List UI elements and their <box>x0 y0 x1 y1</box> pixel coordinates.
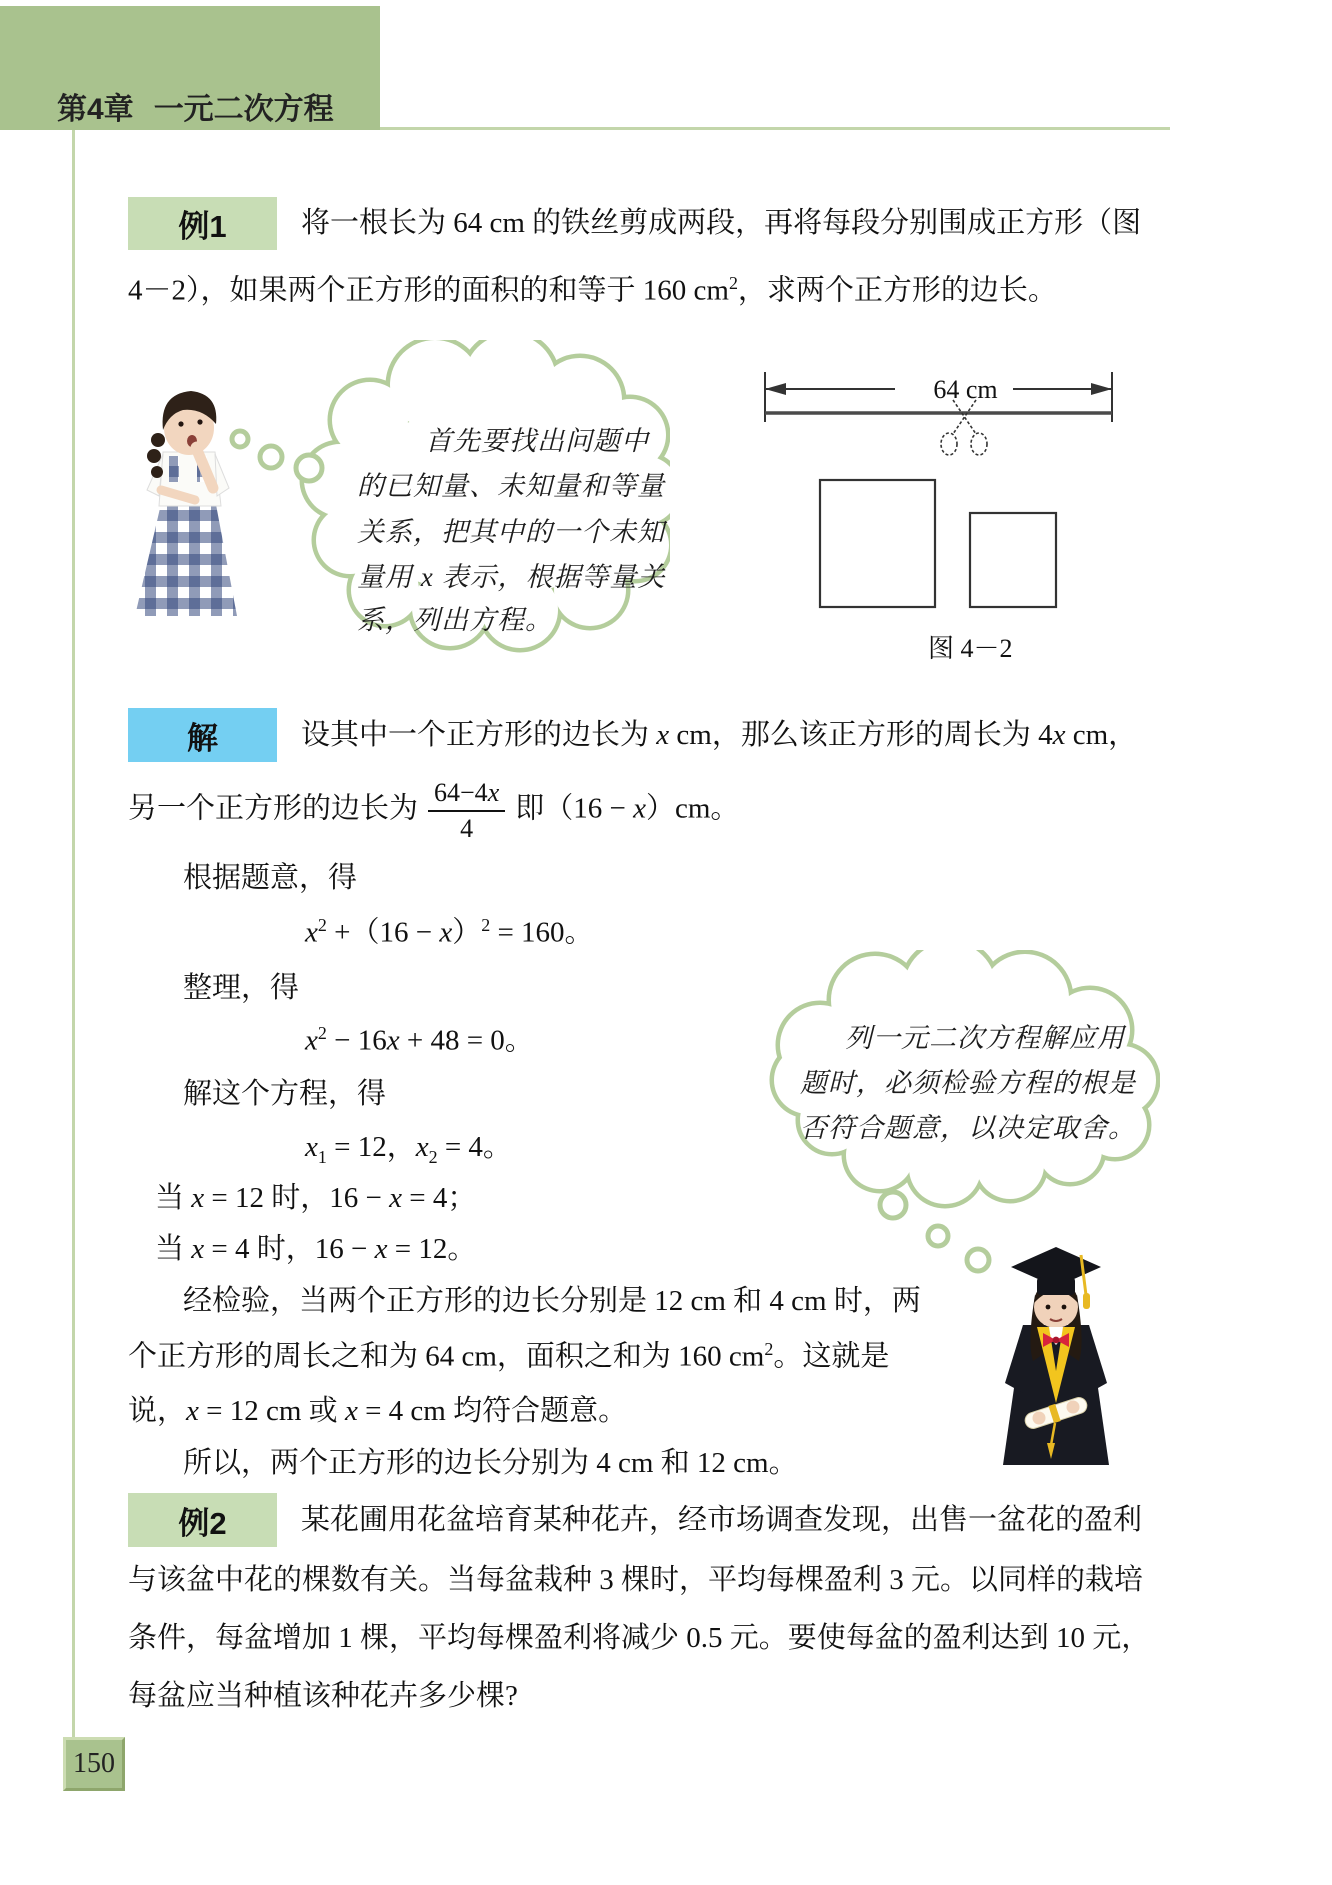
square-large <box>820 480 935 607</box>
figure-4-2 <box>750 360 1132 660</box>
figure-dimension-label: 64 cm <box>933 375 998 404</box>
solution-line: 经检验，当两个正方形的边长分别是 12 cm 和 4 cm 时，两 <box>183 1285 921 1317</box>
solution-line: 根据题意，得 <box>183 862 358 894</box>
example2-text-line3: 条件，每盆增加 1 棵，平均每棵盈利将减少 0.5 元。要使每盆的盈利达到 10 元， <box>128 1622 1151 1654</box>
chapter-header-title <box>57 84 334 128</box>
chapter-title: 一元二次方程 <box>153 93 334 126</box>
example2-text-line1: 某花圃用花盆培育某种花卉，经市场调查发现，出售一盆花的盈利 <box>301 1504 1143 1536</box>
example2-text-line4: 每盆应当种植该种花卉多少棵? <box>128 1680 518 1712</box>
bubble1-line: 的已知量、未知量和等量 <box>357 471 665 501</box>
solution-equation: $x_1 = 12$，$x_2 = 4$。 <box>305 1131 512 1167</box>
graduate-girl-photo <box>993 1233 1119 1469</box>
page-number: 150 <box>63 1737 125 1791</box>
square-small <box>970 513 1056 607</box>
bubble1-line: 系，列出方程。 <box>357 605 553 635</box>
solution-line: 另一个正方形的边长为 $\frac{64-4x}{4}$ 即（16 − x）cm。 <box>128 778 740 843</box>
bubble1-line: 关系，把其中的一个未知 <box>357 517 665 547</box>
figure-caption: 图 4－2 <box>928 634 1013 663</box>
solution-label: 解 <box>128 708 277 762</box>
solution-line: 所以，两个正方形的边长分别为 4 cm 和 12 cm。 <box>183 1447 798 1479</box>
arrowhead-left <box>765 383 786 395</box>
solution-line: 当 x = 4 时，16 − x = 12。 <box>155 1233 477 1265</box>
example1-label: 例1 <box>128 197 277 250</box>
arrowhead-right <box>1091 383 1112 395</box>
solution-line: 解这个方程，得 <box>183 1078 387 1110</box>
bubble2-line: 列一元二次方程解应用 <box>845 1023 1125 1053</box>
bubble1-line: 量用 x 表示，根据等量关 <box>357 562 666 592</box>
chapter-number: 第4章 <box>57 93 134 126</box>
solution-line: 说，x = 12 cm 或 x = 4 cm 均符合题意。 <box>128 1395 628 1427</box>
solution-line: 设其中一个正方形的边长为 x cm，那么该正方形的周长为 4x cm， <box>301 719 1138 751</box>
margin-rule <box>72 130 75 1737</box>
bubble2-line: 否符合题意，以决定取舍。 <box>800 1113 1136 1143</box>
example2-text-line2: 与该盆中花的棵数有关。当每盆栽种 3 棵时，平均每棵盈利 3 元。以同样的栽培 <box>128 1564 1144 1596</box>
bubble1-line: 首先要找出问题中 <box>425 426 649 456</box>
scissors-icon <box>941 400 987 455</box>
bubble2-line: 题时，必须检验方程的根是 <box>800 1068 1136 1098</box>
example2-label: 例2 <box>128 1493 277 1547</box>
solution-equation: $x^2 - 16x + 48 = 0$。 <box>305 1023 534 1057</box>
example1-text-line1: 将一根长为 64 cm 的铁丝剪成两段，再将每段分别围成正方形（图 <box>301 207 1142 239</box>
solution-line: 个正方形的周长之和为 64 cm，面积之和为 160 $cm^2$。这就是 <box>128 1339 890 1373</box>
solution-line: 当 x = 12 时，16 − x = 4； <box>155 1182 477 1214</box>
solution-line: 整理，得 <box>183 972 300 1004</box>
example1-text-line2: 4－2），如果两个正方形的面积的和等于 160 $cm^2$，求两个正方形的边长。 <box>128 273 1057 307</box>
solution-equation: $x^2 +(16 - x)^2 = 160$。 <box>305 915 594 949</box>
